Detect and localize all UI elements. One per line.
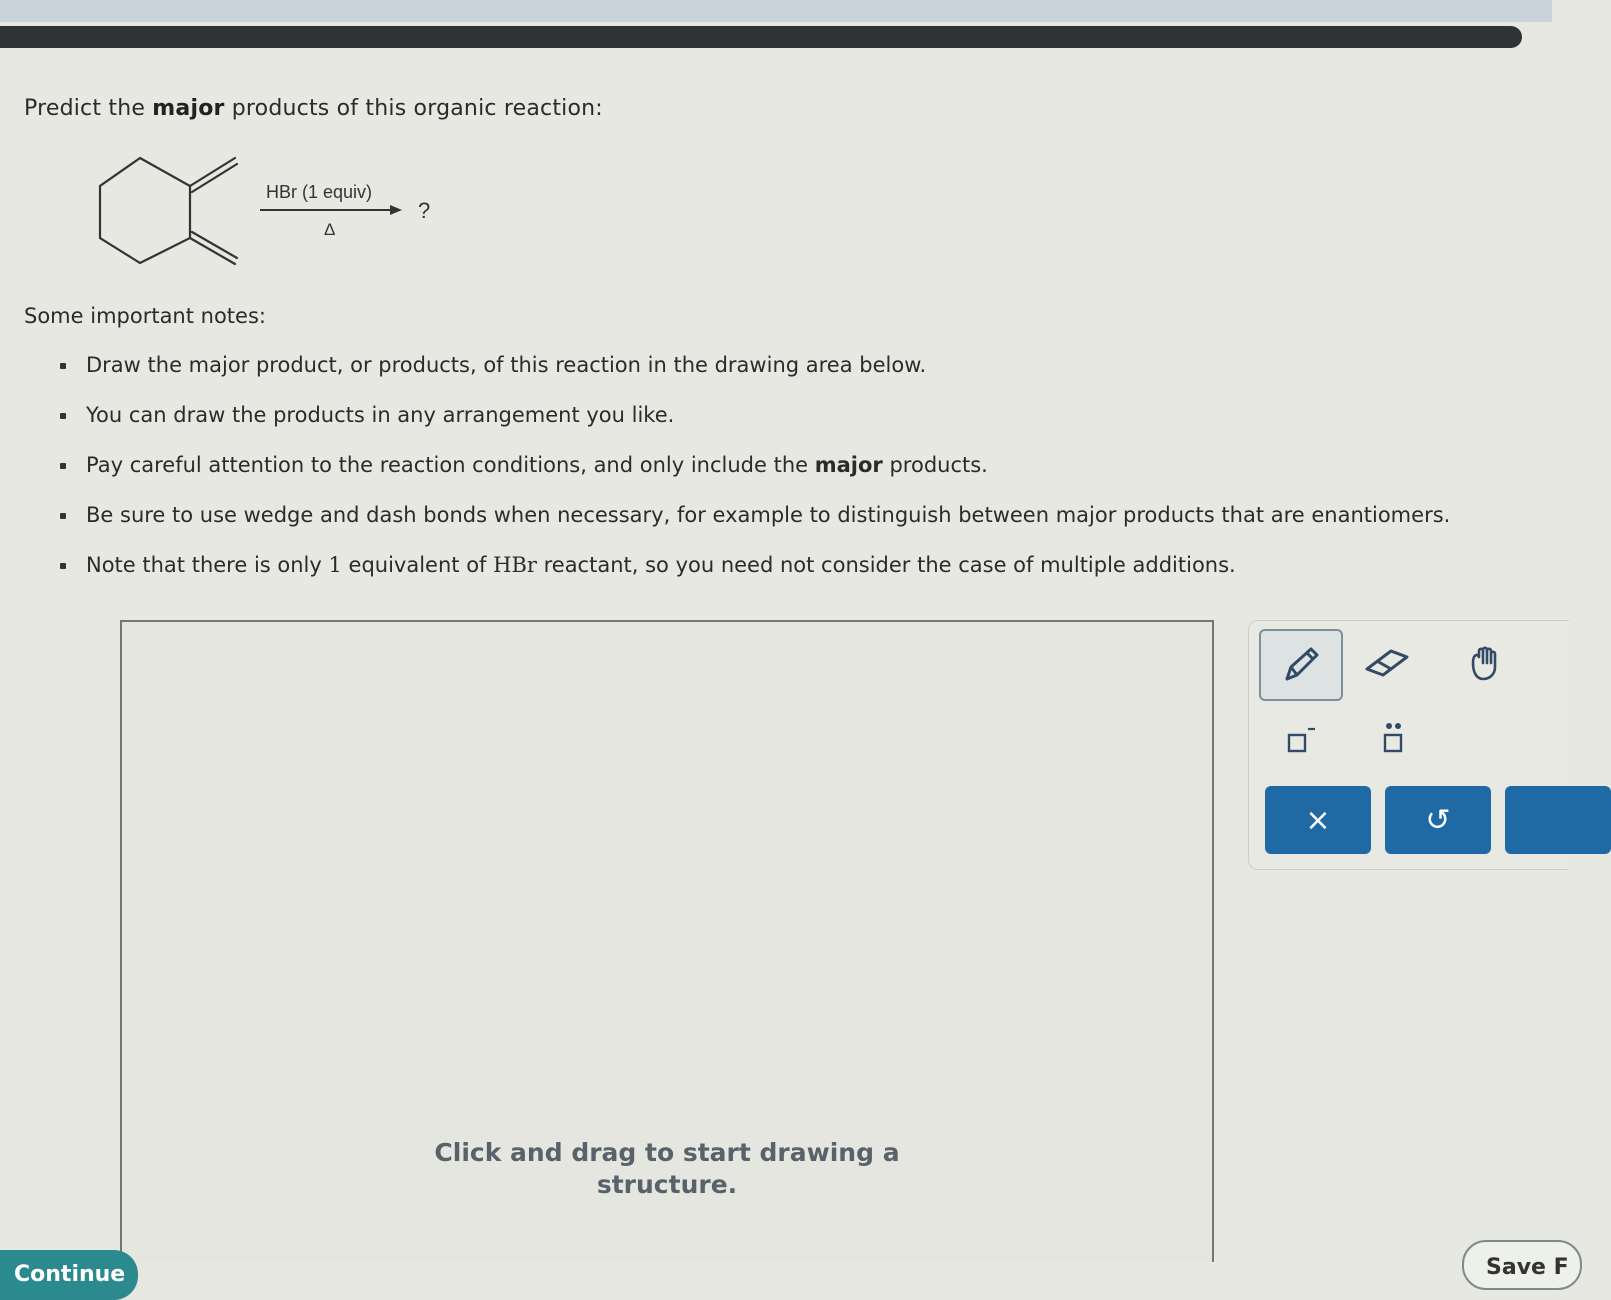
canvas-hint-line: structure. [596, 1170, 738, 1199]
eraser-icon [1361, 643, 1413, 683]
prompt-text-end: products of this organic reaction: [224, 96, 603, 121]
product-placeholder: ? [418, 198, 431, 223]
drawing-toolbar [1248, 620, 1569, 870]
note-text: equivalent of [341, 553, 494, 577]
top-strip [0, 0, 1552, 22]
condition-label: Δ [324, 220, 336, 239]
undo-button[interactable] [1385, 786, 1491, 854]
note-item [60, 550, 1450, 600]
note-text: You can draw the products in any arrangement you like. [86, 403, 675, 427]
note-item [60, 450, 1450, 500]
eraser-tool[interactable] [1347, 629, 1427, 697]
charge-tool[interactable] [1259, 705, 1339, 773]
notes-heading: Some important notes: [24, 304, 266, 328]
note-item [60, 500, 1450, 550]
note-text: products. [882, 453, 988, 477]
continue-button[interactable]: Continue [0, 1250, 138, 1300]
redo-button[interactable] [1505, 786, 1611, 854]
close-icon: × [1305, 802, 1331, 838]
undo-icon: ↺ [1425, 802, 1451, 838]
drawing-canvas[interactable] [120, 620, 1214, 1262]
lone-pair-icon [1371, 717, 1415, 761]
note-text: reactant, so you need not consider the case of multiple additions. [536, 553, 1236, 577]
note-text: Note that there is only [86, 553, 329, 577]
note-text: Draw the major product, or products, of this reaction in the drawing area below. [86, 353, 927, 377]
note-bold: major [814, 453, 883, 477]
prompt-text: Predict the [24, 96, 153, 121]
note-text: Be sure to use wedge and dash bonds when necessary, for example to distinguish between major products that are enantiomers. [86, 503, 1451, 527]
note-item [60, 350, 1450, 400]
hand-icon [1463, 641, 1507, 685]
prompt-bold: major [152, 96, 225, 121]
reaction-arrow [260, 205, 402, 215]
charge-icon [1277, 717, 1321, 761]
canvas-hint [122, 1137, 1212, 1201]
notes-list [60, 350, 1450, 600]
lone-pair-tool[interactable] [1353, 705, 1433, 773]
reactant-structure [90, 148, 450, 278]
progress-bar [0, 26, 1522, 48]
canvas-hint-line: Click and drag to start drawing a [434, 1138, 900, 1167]
pencil-tool[interactable] [1259, 629, 1343, 701]
question-prompt [24, 96, 603, 121]
note-item [60, 400, 1450, 450]
note-text: Pay careful attention to the reaction conditions, and only include the [86, 453, 815, 477]
note-number: 1 [328, 553, 342, 577]
clear-button[interactable] [1265, 786, 1371, 854]
save-button[interactable]: Save F [1462, 1240, 1582, 1290]
pencil-icon [1279, 643, 1323, 687]
hand-tool[interactable] [1445, 629, 1525, 697]
note-reagent: HBr [493, 553, 537, 577]
reagent-label: HBr (1 equiv) [266, 182, 373, 202]
